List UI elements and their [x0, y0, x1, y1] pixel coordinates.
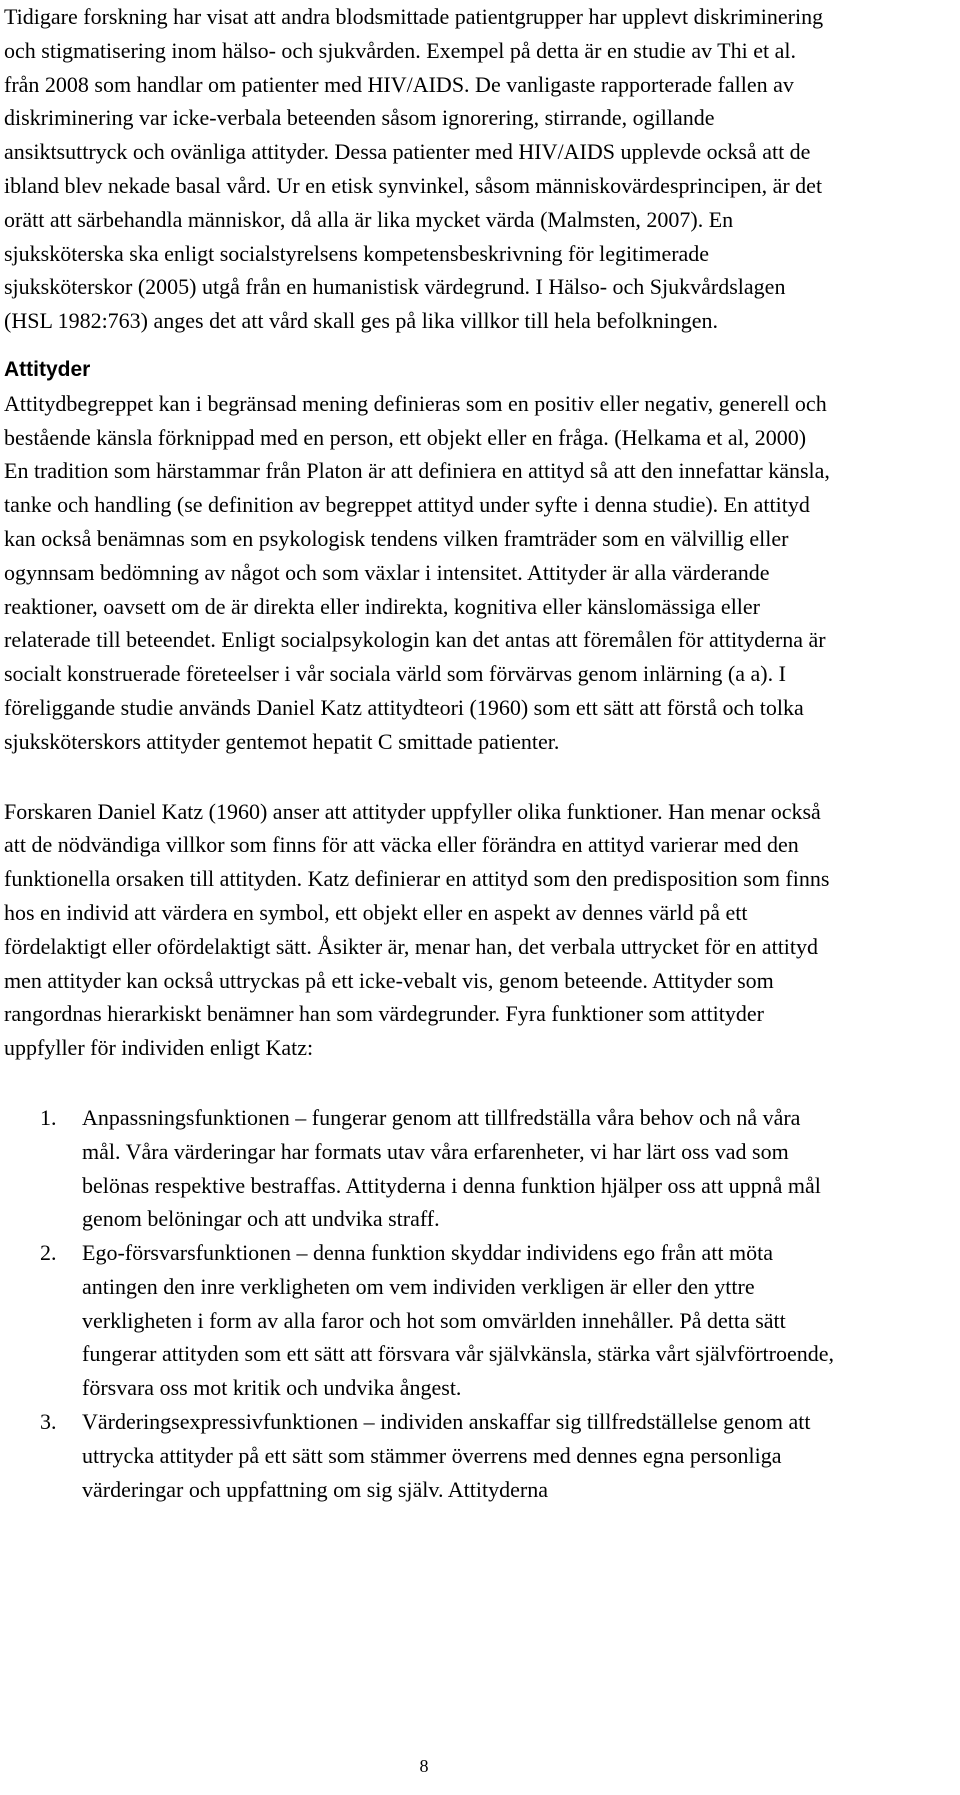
- list-item-number: 2.: [40, 1240, 57, 1266]
- list-item: [4, 1101, 834, 1236]
- katz-paragraph: Forskaren Daniel Katz (1960) anser att attityder uppfyller olika funktioner. Han menar också att de nödvändiga villkor som finns för att väcka eller förändra en attityd varierar med den funktionella orsaken till attityden. Katz definierar en attityd som den predisposition som finns hos en individ att värdera en symbol, ett objekt eller en aspekt av dennes värld på ett fördelaktigt eller ofördelaktigt sätt. Åsikter är, menar han, det verbala uttrycket för en attityd men attityder kan också uttryckas på ett icke-vebalt vis, genom beteende. Attityder som rangordnas hierarkiskt benämner han som värdegrunder. Fyra funktioner som attityder uppfyller för individen enligt Katz:: [4, 798, 830, 1061]
- document-page: [4, 0, 834, 1506]
- attityder-paragraph: Attitydbegreppet kan i begränsad mening definieras som en positiv eller negativ, generell och bestående känsla förknippad med en person, ett objekt eller en fråga. (Helkama et al, 2000) En tradition som härstammar från Platon är att definiera en attityd så att den innefattar känsla, tanke och handling (se definition av begreppet attityd under syfte i denna studie). En attityd kan också benämnas som en psykologisk tendens vilken framträder som en välvillig eller ogynnsam bedömning av något och som växlar i intensitet. Attityder är alla värderande reaktioner, oavsett om de är direkta eller indirekta, kognitiva eller känslomässiga eller relaterade till beteendet. Enligt socialpsykologin kan det antas att föremålen för attityderna är socialt konstruerade företeelser i vår sociala värld som förvärvas genom inlärning (a a). I föreliggande studie används Daniel Katz attitydteori (1960) som ett sätt att förstå och tolka sjuksköterskors attityder gentemot hepatit C smittade patienter.: [4, 390, 830, 754]
- list-item-number: 3.: [40, 1409, 57, 1435]
- list-item: [4, 1405, 834, 1506]
- section-heading: Attityder: [4, 357, 91, 381]
- spacer: [4, 338, 834, 353]
- list-item-text: Värderingsexpressivfunktionen – individen anskaffar sig tillfredställelse genom att uttrycka attityder på ett sätt som stämmer överrens med dennes egna personliga värderingar och uppfattning om sig själv. Attityderna: [82, 1409, 811, 1502]
- list-item-text: Ego-försvarsfunktionen – denna funktion skyddar individens ego från att möta antingen den inre verkligheten om vem individen verkligen är eller den yttre verkligheten i form av alla faror och hot som omvärlden innehåller. På detta sätt fungerar attityden som ett sätt att försvara vår självkänsla, stärka vårt självförtroende, försvara oss mot kritik och undvika ångest.: [82, 1240, 835, 1401]
- list-item-text: Anpassningsfunktionen – fungerar genom att tillfredställa våra behov och nå våra mål. Våra värderingar har formats utav våra erfarenheter, vi har lärt oss vad som belönas respektive bestraffas. Attityderna i denna funktion hjälper oss att uppnå mål genom belöningar och att undvika straff.: [82, 1104, 821, 1232]
- list-item: [4, 1236, 834, 1405]
- list-item-number: 1.: [40, 1104, 57, 1130]
- function-list: [4, 1101, 834, 1507]
- spacer: [4, 1065, 834, 1101]
- spacer: [4, 759, 834, 795]
- page-number: 8: [419, 1756, 429, 1776]
- intro-paragraph: Tidigare forskning har visat att andra blodsmittade patientgrupper har upplevt diskriminering och stigmatisering inom hälso- och sjukvården. Exempel på detta är en studie av Thi et al. från 2008 som handlar om patienter med HIV/AIDS. De vanligaste rapporterade fallen av diskriminering var icke-verbala beteenden såsom ignorering, stirrande, ogillande ansiktsuttryck och ovänliga attityder. Dessa patienter med HIV/AIDS upplevde också att de ibland blev nekade basal vård. Ur en etisk synvinkel, såsom människovärdesprincipen, är det orätt att särbehandla människor, då alla är lika mycket värda (Malmsten, 2007). En sjuksköterska ska enligt socialstyrelsens kompetensbeskrivning för legitimerade sjuksköterskor (2005) utgå från en humanistisk värdegrund. I Hälso- och Sjukvårdslagen (HSL 1982:763) anges det att vård skall ges på lika villkor till hela befolkningen.: [4, 4, 824, 334]
